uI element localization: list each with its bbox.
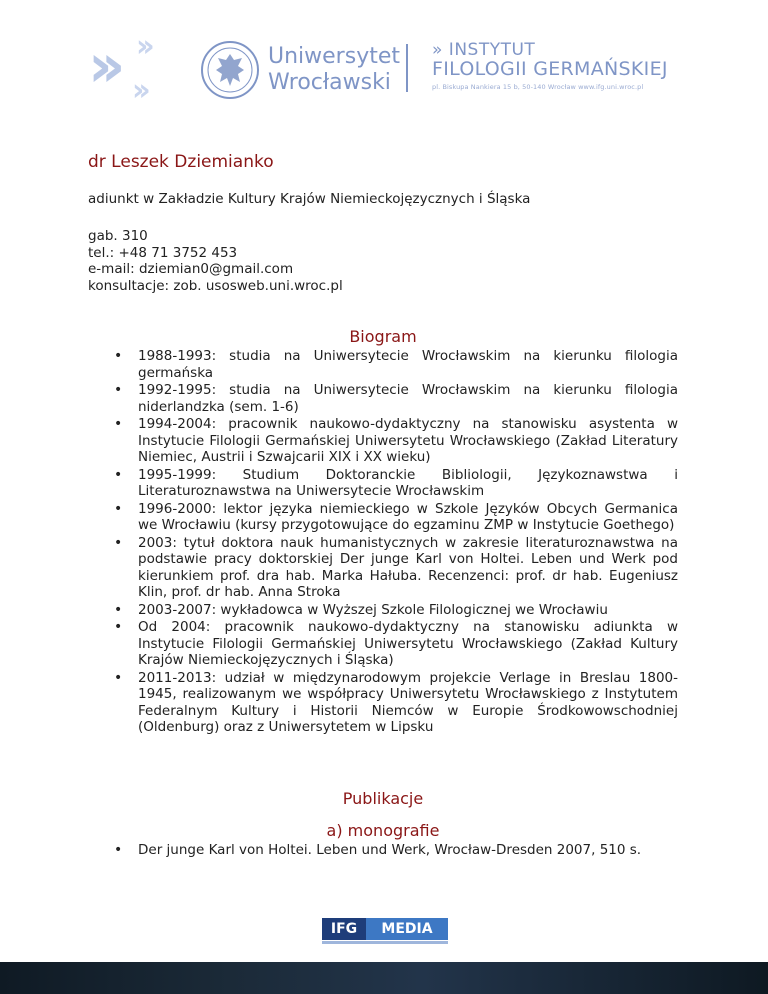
institute-address: pl. Biskupa Nankiera 15 b, 50-140 Wrocław www.ifg.uni.wroc.pl	[432, 83, 644, 91]
monographs-subheading: a) monografie	[326, 820, 440, 840]
biogram-item: • Od 2004: pracownik naukowo-dydaktyczny na stanowisku adiunkta w Instytucie Filologii Germańskiej Uniwersytetu Wrocławskiego (Zakład Kultury Krajów Niemieckojęzycznych i Śląska)	[88, 619, 678, 669]
biogram-item: • 1994-2004: pracownik naukowo-dydaktyczny na stanowisku asystenta w Instytucie Filologii Germańskiej Uniwersytetu Wrocławskiego (Zakład Literatury Niemiec, Austrii i Szwajcarii XIX i XX wieku)	[88, 416, 678, 466]
footer-band	[0, 962, 768, 994]
person-role: adiunkt w Zakładzie Kultury Krajów Niemieckojęzycznych i Śląska	[88, 191, 531, 207]
person-name: dr Leszek Dziemianko	[88, 152, 274, 172]
header-divider	[406, 44, 408, 92]
letterhead	[0, 0, 768, 130]
chevron-small-icon: ››	[132, 73, 145, 108]
biogram-item: • 1992-1995: studia na Uniwersytecie Wrocławskim na kierunku filologia niderlandzka (sem. 1-6)	[88, 382, 678, 415]
biogram-item: • 2011-2013: udział w międzynarodowym projekcie Verlage in Breslau 1800-1945, realizowanym we współpracy Uniwersytetu Wrocławskiego z Instytutem Federalnym Kultury i Historii Niemców w Europie Środkowowschodniej (Oldenburg) oraz z Uniwersytetem w Lipsku	[88, 670, 678, 736]
chevron-small-icon: ››	[136, 29, 149, 64]
institute-label: » INSTYTUT	[432, 40, 536, 60]
ifg-logo-part: IFG	[322, 918, 366, 940]
room-number: gab. 310	[88, 228, 148, 244]
phone-number: tel.: +48 71 3752 453	[88, 244, 238, 261]
logo-tagline-strip	[322, 941, 448, 944]
institute-name: FILOLOGII GERMAŃSKIEJ	[432, 58, 668, 80]
publications-heading: Publikacje	[342, 788, 424, 808]
consultation-hours: konsultacje: zob. usosweb.uni.wroc.pl	[88, 277, 343, 294]
university-name-line2: Wrocławski	[268, 70, 391, 95]
biogram-item: • 2003: tytuł doktora nauk humanistycznych w zakresie literaturoznawstwa na podstawie pracy doktorskiej Der junge Karl von Holtei. Leben und Werk pod kierunkiem prof. dra hab. Marka Hałuba. Recenzenci: prof. dr hab. Eugeniusz Klin, prof. dr hab. Anna Stroka	[88, 535, 678, 601]
chevrons-logo	[88, 29, 168, 108]
biogram-item: • 1996-2000: lektor języka niemieckiego w Szkole Języków Obcych Germanica we Wrocławiu (kursy przygotowujące do egzaminu ZMP w Instytucie Goethego)	[88, 501, 678, 534]
biogram-heading: Biogram	[349, 327, 417, 346]
university-name	[268, 44, 400, 96]
university-seal-icon	[200, 40, 260, 100]
biogram-item: • 1988-1993: studia na Uniwersytecie Wrocławskim na kierunku filologia germańska	[88, 348, 678, 381]
publication-item: • Der junge Karl von Holtei. Leben und Werk, Wrocław-Dresden 2007, 510 s.	[88, 842, 678, 859]
publications-list	[88, 842, 678, 859]
contact-info	[88, 228, 678, 294]
university-name-line1: Uniwersytet	[268, 44, 400, 69]
chevron-large-icon: ››	[88, 31, 114, 101]
biogram-item: • 1995-1999: Studium Doktoranckie Bibliologii, Językoznawstwa i Literaturoznawstwa na Uniwersytecie Wrocławskim	[88, 467, 678, 500]
document-body	[88, 150, 678, 859]
email-address: e-mail: dziemian0@gmail.com	[88, 261, 294, 277]
biogram-list	[88, 348, 678, 736]
ifg-media-logo	[322, 918, 448, 940]
media-logo-part: MEDIA	[366, 918, 448, 940]
biogram-item: • 2003-2007: wykładowca w Wyższej Szkole Filologicznej we Wrocławiu	[88, 602, 678, 619]
